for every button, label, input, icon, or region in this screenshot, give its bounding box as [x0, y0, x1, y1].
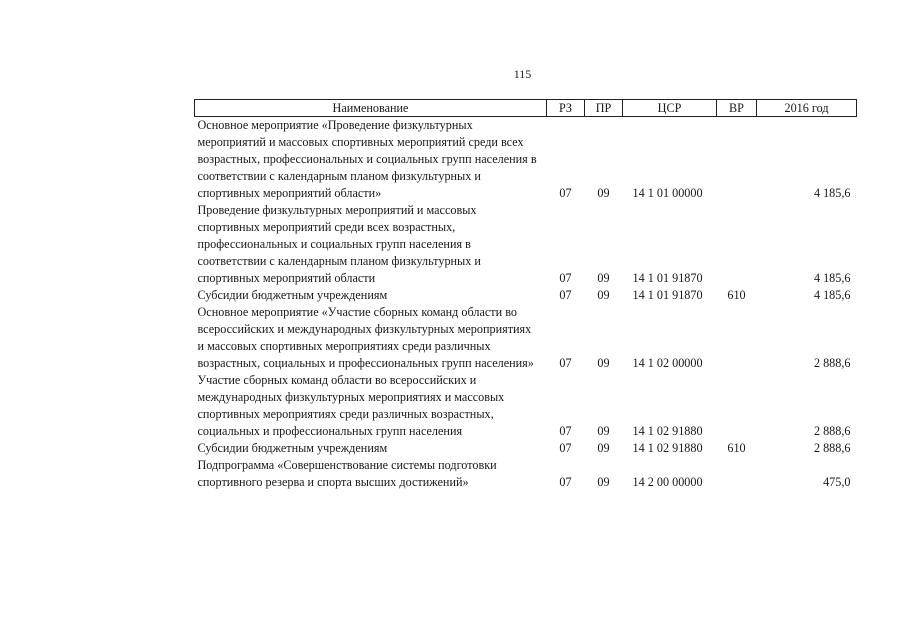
row-csr: 14 1 02 00000	[632, 356, 703, 370]
header-name: Наименование	[195, 100, 547, 117]
row-pr: 09	[597, 441, 610, 455]
row-name: Субсидии бюджетным учреждениям	[197, 288, 388, 302]
header-year: 2016 год	[757, 100, 857, 117]
row-rz: 07	[559, 271, 572, 285]
row-amount: 4 185,6	[813, 186, 851, 200]
header-row	[195, 100, 857, 117]
row-rz: 07	[559, 186, 572, 200]
row-csr: 14 1 01 91870	[632, 288, 703, 302]
row-name: Субсидии бюджетным учреждениям	[197, 441, 388, 455]
row-amount: 2 888,6	[813, 441, 851, 455]
row-name: Подпрограмма «Совершенствование системы подготовки спортивного резерва и спорта высших достижений»	[197, 458, 497, 489]
row-amount: 4 185,6	[813, 271, 851, 285]
table-row	[195, 287, 857, 304]
row-vr	[717, 304, 757, 372]
row-amount: 4 185,6	[813, 288, 851, 302]
row-pr: 09	[597, 186, 610, 200]
row-csr: 14 1 02 91880	[632, 441, 703, 455]
table-row	[195, 457, 857, 491]
row-name: Основное мероприятие «Участие сборных команд области во всероссийских и международных физкультурных мероприятиях и массовых спортивных мероприятиях среди различных возрастных, социальных и профессиональных групп населения»	[197, 305, 534, 370]
row-vr: 610	[727, 441, 746, 455]
row-pr: 09	[597, 356, 610, 370]
table-row	[195, 117, 857, 203]
row-name: Проведение физкультурных мероприятий и массовых спортивных мероприятий среди всех возрастных, профессиональных и социальных групп населения в соответствии с календарным планом физкультурных и спортивных мероприятий области	[197, 203, 481, 285]
row-csr: 14 2 00 00000	[632, 475, 703, 489]
row-csr: 14 1 01 00000	[632, 186, 703, 200]
table-row	[195, 202, 857, 287]
row-rz: 07	[559, 356, 572, 370]
row-name: Основное мероприятие «Проведение физкультурных мероприятий и массовых спортивных мероприятий среди всех возрастных, профессиональных и социальных групп населения в соответствии с календарным планом физкультурных и спортивных мероприятий области»	[197, 118, 537, 200]
header-vr: ВР	[717, 100, 757, 117]
row-csr: 14 1 01 91870	[632, 271, 703, 285]
row-rz: 07	[559, 288, 572, 302]
row-rz: 07	[559, 424, 572, 438]
row-name: Участие сборных команд области во всероссийских и международных физкультурных мероприятиях и массовых спортивных мероприятиях среди различных возрастных, социальных и профессиональных групп населения	[197, 373, 505, 438]
row-pr: 09	[597, 424, 610, 438]
header-pr: ПР	[585, 100, 623, 117]
row-csr: 14 1 02 91880	[632, 424, 703, 438]
row-pr: 09	[597, 271, 610, 285]
row-vr	[717, 372, 757, 440]
row-vr	[717, 117, 757, 203]
row-vr	[717, 202, 757, 287]
table-row	[195, 440, 857, 457]
row-amount: 2 888,6	[813, 424, 851, 438]
row-vr: 610	[727, 288, 746, 302]
budget-table	[194, 99, 857, 491]
header-rz: РЗ	[547, 100, 585, 117]
table-row	[195, 304, 857, 372]
table-row	[195, 372, 857, 440]
row-amount: 475,0	[823, 475, 851, 489]
row-pr: 09	[597, 288, 610, 302]
page-number: 115	[513, 67, 532, 81]
row-amount: 2 888,6	[813, 356, 851, 370]
table-header	[195, 100, 857, 117]
row-vr	[717, 457, 757, 491]
row-rz: 07	[559, 441, 572, 455]
row-pr: 09	[597, 475, 610, 489]
row-rz: 07	[559, 475, 572, 489]
table-body	[195, 117, 857, 492]
header-csr: ЦСР	[623, 100, 717, 117]
